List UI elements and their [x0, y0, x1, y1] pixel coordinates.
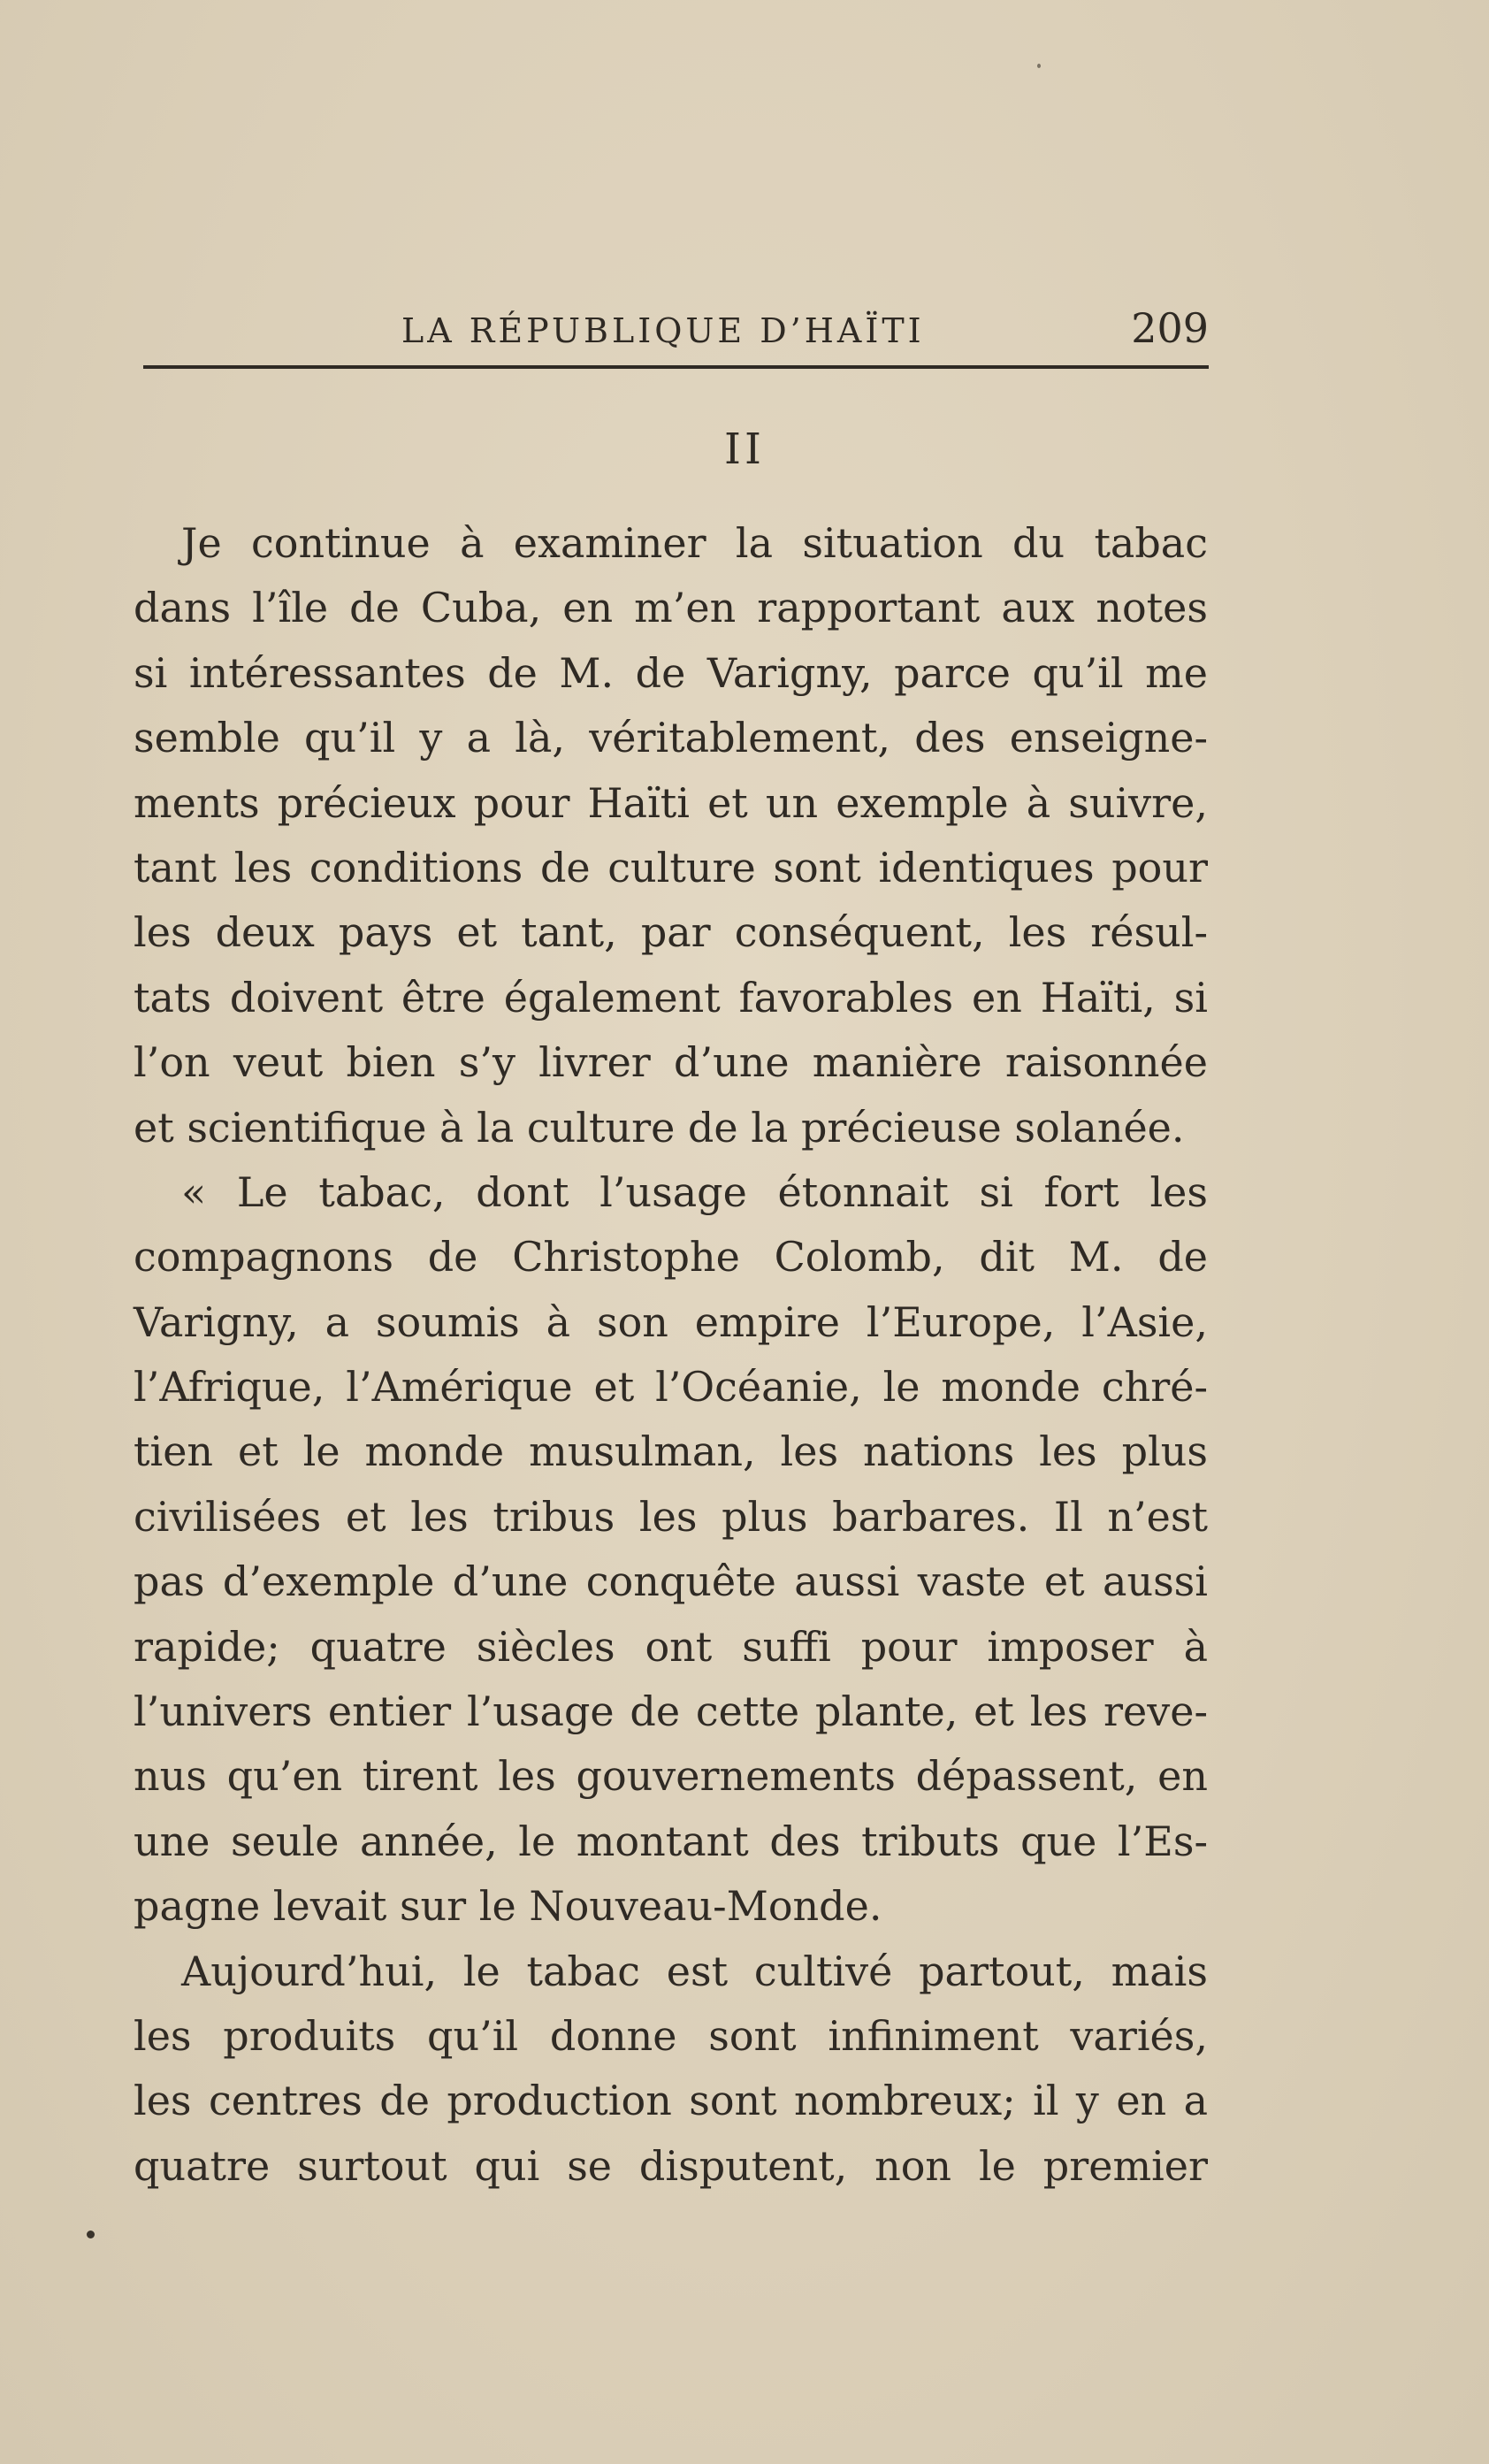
text-line: nus qu’en tirent les gouvernements dépassent, en [134, 1752, 1208, 1801]
text-line: compagnons de Christophe Colomb, dit M. de [134, 1233, 1208, 1282]
text-line: tant les conditions de culture sont identiques pour [134, 843, 1208, 891]
section-heading: II [724, 425, 765, 474]
text-line: quatre surtout qui se disputent, non le premier [134, 2141, 1208, 2190]
header-rule [143, 365, 1209, 369]
text-line: dans l’île de Cuba, en m’en rapportant aux notes [134, 584, 1208, 632]
text-line: l’univers entier l’usage de cette plante, et les reve- [134, 1687, 1208, 1736]
text-line: l’on veut bien s’y livrer d’une manière raisonnée [134, 1038, 1208, 1087]
text-line: et scientifique à la culture de la précieuse solanée. [134, 1103, 1185, 1152]
page-number: 209 [1131, 304, 1209, 352]
text-line: une seule année, le montant des tributs que l’Es- [134, 1817, 1208, 1865]
text-line: Je continue à examiner la situation du tabac [181, 519, 1208, 567]
text-line: civilisées et les tribus les plus barbares. Il n’est [134, 1492, 1208, 1541]
text-line: l’Afrique, l’Amérique et l’Océanie, le monde chré- [134, 1363, 1208, 1412]
text-line: si intéressantes de M. de Varigny, parce qu’il me [134, 648, 1208, 697]
text-line: semble qu’il y a là, véritablement, des enseigne- [134, 714, 1208, 762]
body-text [134, 511, 1208, 2199]
text-line: pagne levait sur le Nouveau-Monde. [134, 1882, 882, 1931]
text-line: les centres de production sont nombreux; il y en a [134, 2077, 1208, 2125]
text-line: les deux pays et tant, par conséquent, les résul- [134, 908, 1208, 957]
paper-speck [87, 2231, 95, 2238]
text-line: pas d’exemple d’une conquête aussi vaste et aussi [134, 1557, 1208, 1606]
running-title: LA RÉPUBLIQUE D’HAÏTI [401, 311, 925, 350]
text-line: « Le tabac, dont l’usage étonnait si fort les [181, 1167, 1208, 1216]
text-line: Varigny, a soumis à son empire l’Europe, l’Asie, [134, 1297, 1208, 1346]
text-line: ments précieux pour Haïti et un exemple à suivre, [134, 778, 1208, 827]
text-line: rapide; quatre siècles ont suffi pour imposer à [134, 1622, 1208, 1671]
paper-speck [1037, 64, 1041, 68]
text-line: Aujourd’hui, le tabac est cultivé partout, mais [181, 1947, 1208, 1995]
page-header [143, 304, 1209, 366]
text-line: tien et le monde musulman, les nations les plus [134, 1427, 1208, 1476]
text-line: tats doivent être également favorables en Haïti, si [134, 973, 1208, 1022]
text-line: les produits qu’il donne sont infiniment variés, [134, 2011, 1208, 2060]
